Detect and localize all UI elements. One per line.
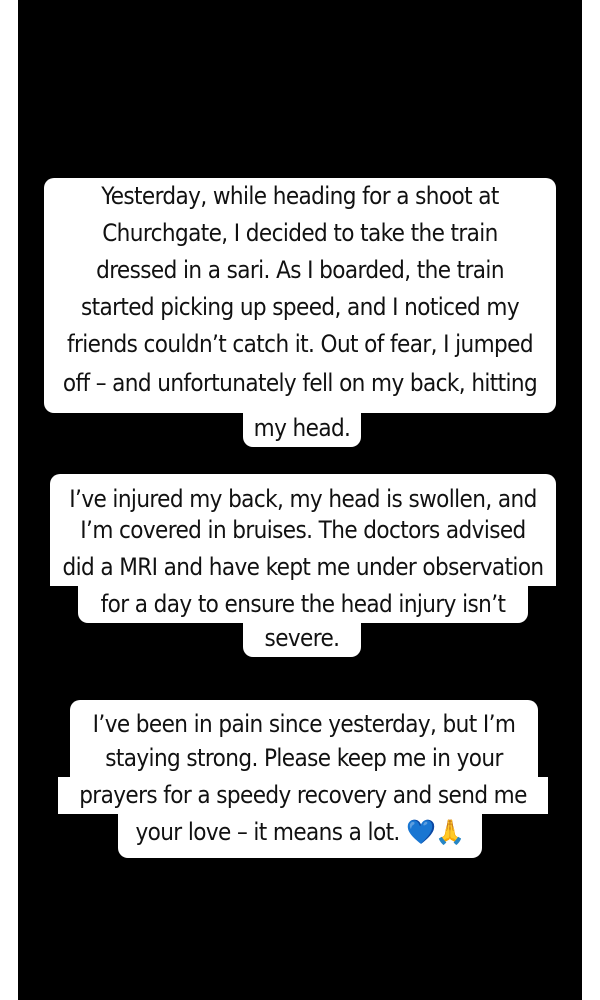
text-line: [243, 620, 361, 657]
text-line: [44, 363, 556, 413]
blue-heart-icon: 💙: [405, 818, 436, 846]
folded-hands-icon: 🙏: [435, 818, 465, 846]
text-line-content: started picking up speed, and I noticed my: [80, 293, 520, 321]
text-line: [44, 178, 556, 215]
text-line-content: your love – it means a lot.: [135, 818, 400, 846]
text-line-content: did a MRI and have kept me under observation: [62, 553, 544, 581]
text-line-content: staying strong. Please keep me in your: [105, 744, 503, 772]
text-line: [243, 410, 361, 447]
text-line: [118, 814, 482, 858]
text-line-content: my head.: [253, 414, 351, 442]
text-line-content: I’ve injured my back, my head is swollen, and: [69, 485, 537, 512]
text-line: [50, 549, 556, 586]
text-line-content: prayers for a speedy recovery and send me: [79, 781, 527, 809]
text-line-content: severe.: [264, 624, 340, 652]
text-line-content: dressed in a sari. As I boarded, the train: [96, 256, 504, 284]
text-line: [70, 740, 538, 777]
text-line: [58, 777, 548, 814]
text-line: [70, 700, 538, 740]
text-line: [44, 215, 556, 252]
text-line-content: Yesterday, while heading for a shoot at: [101, 182, 499, 210]
text-line-content: off – and unfortunately fell on my back, hitting: [62, 369, 538, 397]
text-line-content: Churchgate, I decided to take the train: [102, 219, 498, 247]
text-line-content: for a day to ensure the head injury isn’t: [100, 590, 506, 618]
text-line: [44, 326, 556, 363]
text-line-content: I’ve been in pain since yesterday, but I’m: [92, 710, 516, 738]
story-canvas[interactable]: [18, 0, 582, 1000]
text-line: [50, 474, 556, 512]
text-line-content: friends couldn’t catch it. Out of fear, I jumped: [67, 330, 533, 358]
text-line: [44, 252, 556, 289]
text-line: [50, 512, 556, 549]
text-line: [78, 586, 528, 623]
text-line-content: I’m covered in bruises. The doctors advised: [80, 516, 526, 544]
text-line: [44, 289, 556, 326]
